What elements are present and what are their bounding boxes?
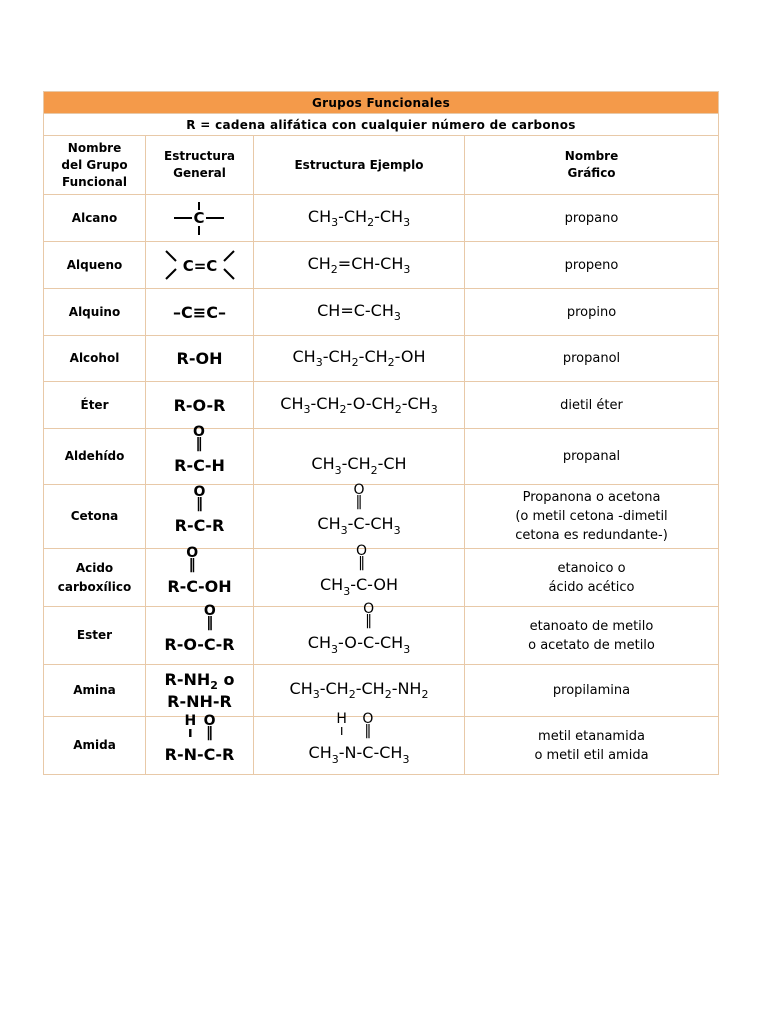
hydrogen-atom: H ı [336,711,347,740]
table-row [44,429,719,485]
group-name: Éter [44,382,146,429]
graphic-name: propilamina [465,665,719,717]
carbonyl-oxygen: O ‖ [203,603,216,631]
bond-line [166,269,176,279]
example-structure: $CH_3-CH_2-CH_3$ [254,195,465,242]
table-title-row [44,92,719,114]
header-general: Estructura General [146,136,254,195]
structure-with-carbonyl: R-O-C O ‖ -R [164,603,235,654]
table-row [44,195,719,242]
group-name: Alcohol [44,336,146,382]
group-name: Alcano [44,195,146,242]
carbonyl-oxygen: O ‖ [353,482,365,511]
header-name: Nombre del Grupo Funcional [44,136,146,195]
example-structure: $CH_2=CH-CH_3$ [254,242,465,289]
general-structure [146,713,254,775]
example-structure: $CH_3-CH_2-O-CH_2-CH_3$ [254,382,465,429]
general-structure [146,545,254,607]
group-name: Amina [44,665,146,717]
graphic-name: dietil éter [465,382,719,429]
table-title: Grupos Funcionales [44,92,719,114]
table-row [44,607,719,665]
table-row [44,665,719,717]
table-subtitle: R = cadena alifática con cualquier número de carbonos [44,114,719,136]
example-structure: $CH_3-CH_2-CH_2-OH$ [254,336,465,382]
bond-line [166,251,176,261]
table-subtitle-row [44,114,719,136]
general-structure: –C≡C– [146,289,254,336]
group-name: Amida [44,717,146,775]
example-structure: $CH=C-CH_3$ [254,289,465,336]
graphic-name: metil etanamida o metil etil amida [465,717,719,775]
group-name: Aldehído [44,429,146,485]
table-row [44,382,719,429]
example-structure [254,601,465,665]
graphic-name: etanoico o ácido acético [465,549,719,607]
example-structure: $CH_3-CH_2-CH_2-NH_2$ [254,665,465,717]
graphic-name: propeno [465,242,719,289]
structure-with-carbonyl: $CH_3-C$ O ‖ $-CH_3$ [317,482,401,537]
bond-line [224,269,234,279]
hydrogen-atom: H ı [184,713,197,741]
group-name: Acido carboxílico [44,549,146,607]
structure-with-carbonyl: $CH_3-$ H ı N-C O ‖ $-CH_3$ [308,711,410,766]
alkene-bond: C=C [182,257,217,275]
header-example: Estructura Ejemplo [254,136,465,195]
group-name: Cetona [44,485,146,549]
table-row [44,289,719,336]
general-structure: R-O-R [146,382,254,429]
structure-with-carbonyl: R-C O ‖ -OH [167,545,232,596]
table-row [44,242,719,289]
carbon-atom: C [192,209,205,227]
graphic-name: propanol [465,336,719,382]
table-row [44,549,719,607]
general-structure: $R-NH_2$ o R-NH-R [146,665,254,717]
header-row [44,136,719,195]
structure-with-carbonyl: $CH_3-CH_2-CH$ [311,454,407,477]
example-structure [254,711,465,775]
graphic-name: propino [465,289,719,336]
graphic-name: propano [465,195,719,242]
carbonyl-oxygen: O ‖ [186,545,199,573]
example-structure [254,482,465,549]
carbonyl-oxygen: O ‖ [363,601,375,630]
structure-with-carbonyl: R-N H ı -C O ‖ -R [164,713,235,764]
general-structure [146,195,254,242]
table-body [44,195,719,775]
header-graphic: Nombre Gráfico [465,136,719,195]
functional-groups-table [43,91,719,775]
group-name: Alqueno [44,242,146,289]
structure-with-carbonyl: R-C O ‖ -R [174,484,225,535]
carbonyl-oxygen: O ‖ [362,711,374,740]
carbonyl-oxygen: O ‖ [193,484,206,512]
carbonyl-oxygen: O ‖ [356,543,368,572]
table-row [44,485,719,549]
bond-line [224,251,234,261]
table-row [44,336,719,382]
general-structure: R-OH [146,336,254,382]
table-row [44,717,719,775]
example-structure [254,429,465,485]
general-structure [146,242,254,289]
structure-with-carbonyl: $CH_3-C$ O ‖ -OH [320,543,398,598]
structure-with-carbonyl: $CH_3-O-C$ O ‖ $-CH_3$ [307,601,411,656]
group-name: Ester [44,607,146,665]
graphic-name: etanoato de metilo o acetato de metilo [465,607,719,665]
general-structure [146,424,254,485]
general-structure [146,603,254,665]
graphic-name: Propanona o acetona (o metil cetona -dimetil cetona es redundante-) [465,485,719,549]
carbonyl-oxygen: O ‖ [203,713,216,741]
graphic-name: propanal [465,429,719,485]
general-structure [146,485,254,549]
example-structure [254,543,465,607]
carbonyl-oxygen: O ‖ [193,424,205,452]
group-name: Alquino [44,289,146,336]
structure-with-carbonyl: R-C O ‖ -H [174,424,225,475]
